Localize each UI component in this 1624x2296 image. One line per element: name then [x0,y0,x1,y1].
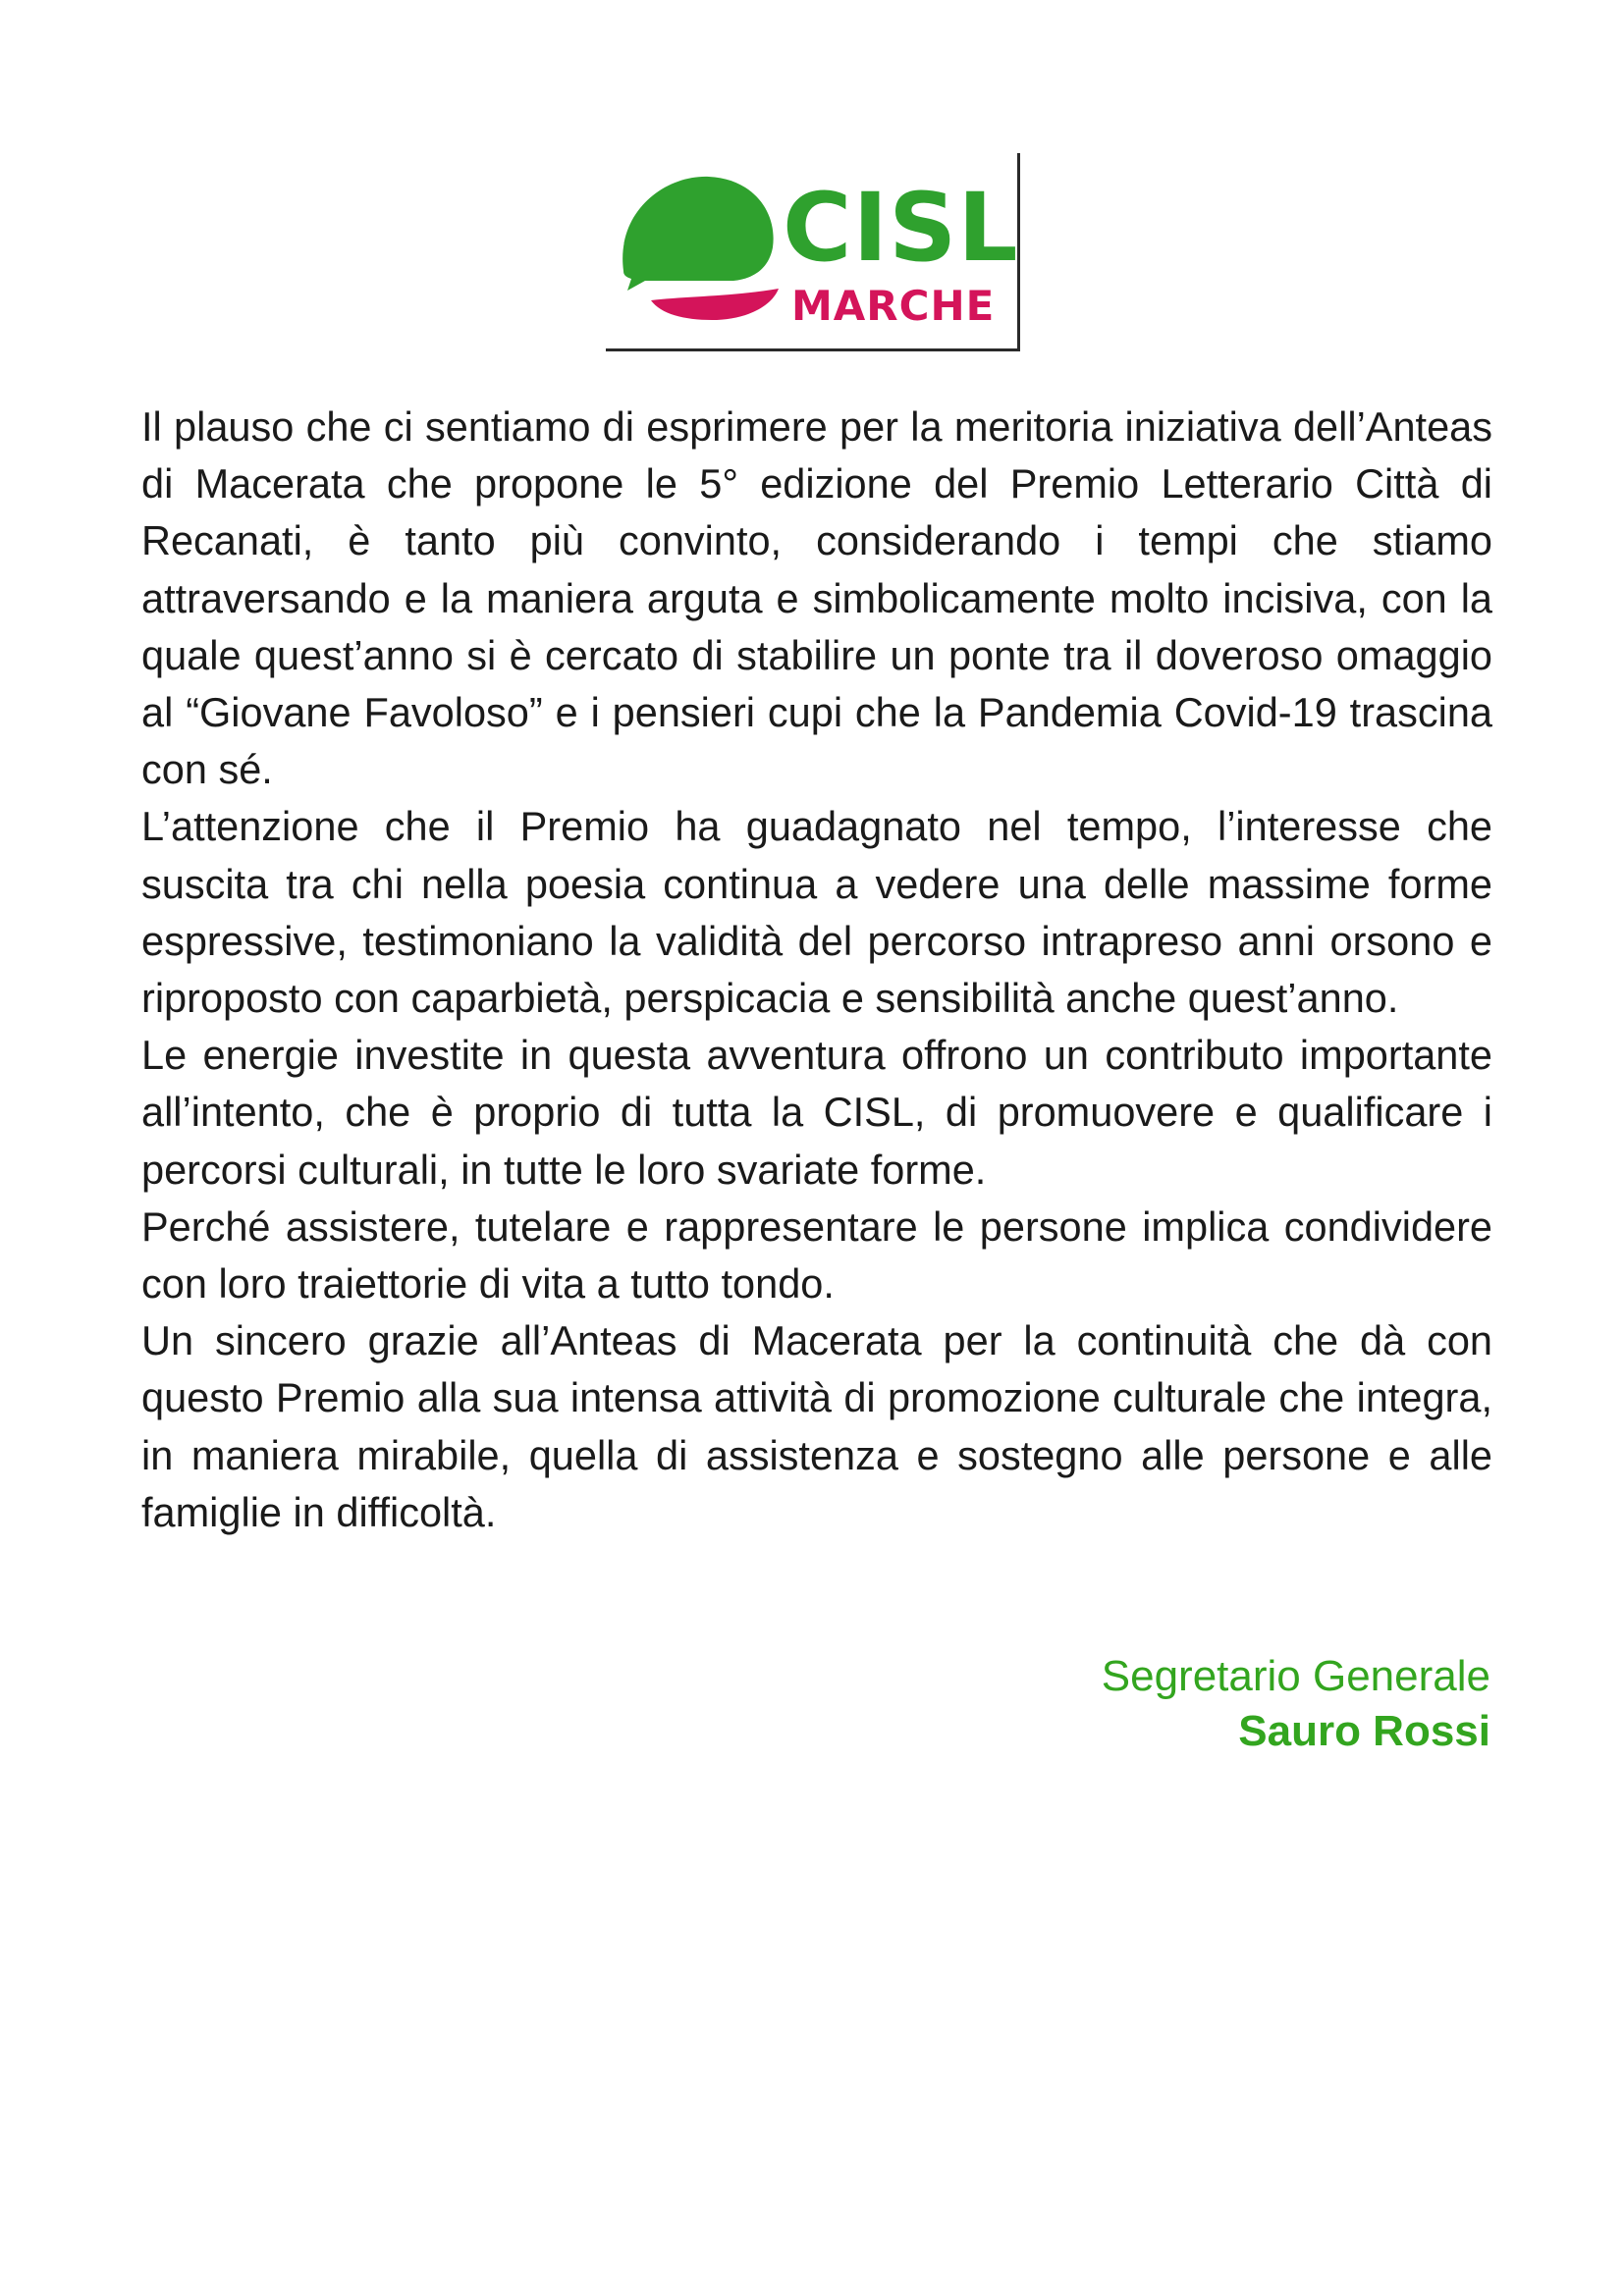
cisl-marche-logo [606,153,1020,351]
paragraph-4: Perché assistere, tutelare e rappresentare le persone implica condividere con loro traiettorie di vita a tutto tondo. [141,1202,1492,1308]
logo-region: MARCHE [791,282,996,330]
signatory-role: Segretario Generale [1101,1652,1490,1700]
paragraph-3: Le energie investite in questa avventura offrono un contributo importante all’intento, che è proprio di tutta la CISL, di promuovere e qualificare i percorsi culturali, in tutte le loro svariate forme. [141,1032,1492,1193]
paragraph-1: Il plauso che ci sentiamo di esprimere per la meritoria iniziativa dell’Anteas di Macerata che propone le 5° edizione del Premio Letterario Città di Recanati, è tanto più convinto, considerando i tempi che stiamo attraversando e la maniera arguta e simbolicamente molto incisiva, con la quale quest’anno si è cercato di stabilire un ponte tra il doveroso omaggio al “Giovane Favoloso” e i pensieri cupi che la Pandemia Covid-19 trascina con sé. [141,403,1492,793]
logo-name: CISL [783,173,1019,283]
signatory-name: Sauro Rossi [1238,1707,1490,1755]
signature-block [1102,1649,1490,1759]
letter-body [141,399,1492,1541]
paragraph-2: L’attenzione che il Premio ha guadagnato nel tempo, l’interesse che suscita tra chi nella poesia continua a vedere una delle massime forme espressive, testimoniano la validità del percorso intrapreso anni orsono e riproposto con caparbietà, perspicacia e sensibilità anche quest’anno. [141,803,1492,1022]
paragraph-5: Un sincero grazie all’Anteas di Macerata per la continuità che dà con questo Premio alla sua intensa attività di promozione culturale che integra, in maniera mirabile, quella di assistenza e sostegno alle persone e alle famiglie in difficoltà. [141,1317,1492,1535]
